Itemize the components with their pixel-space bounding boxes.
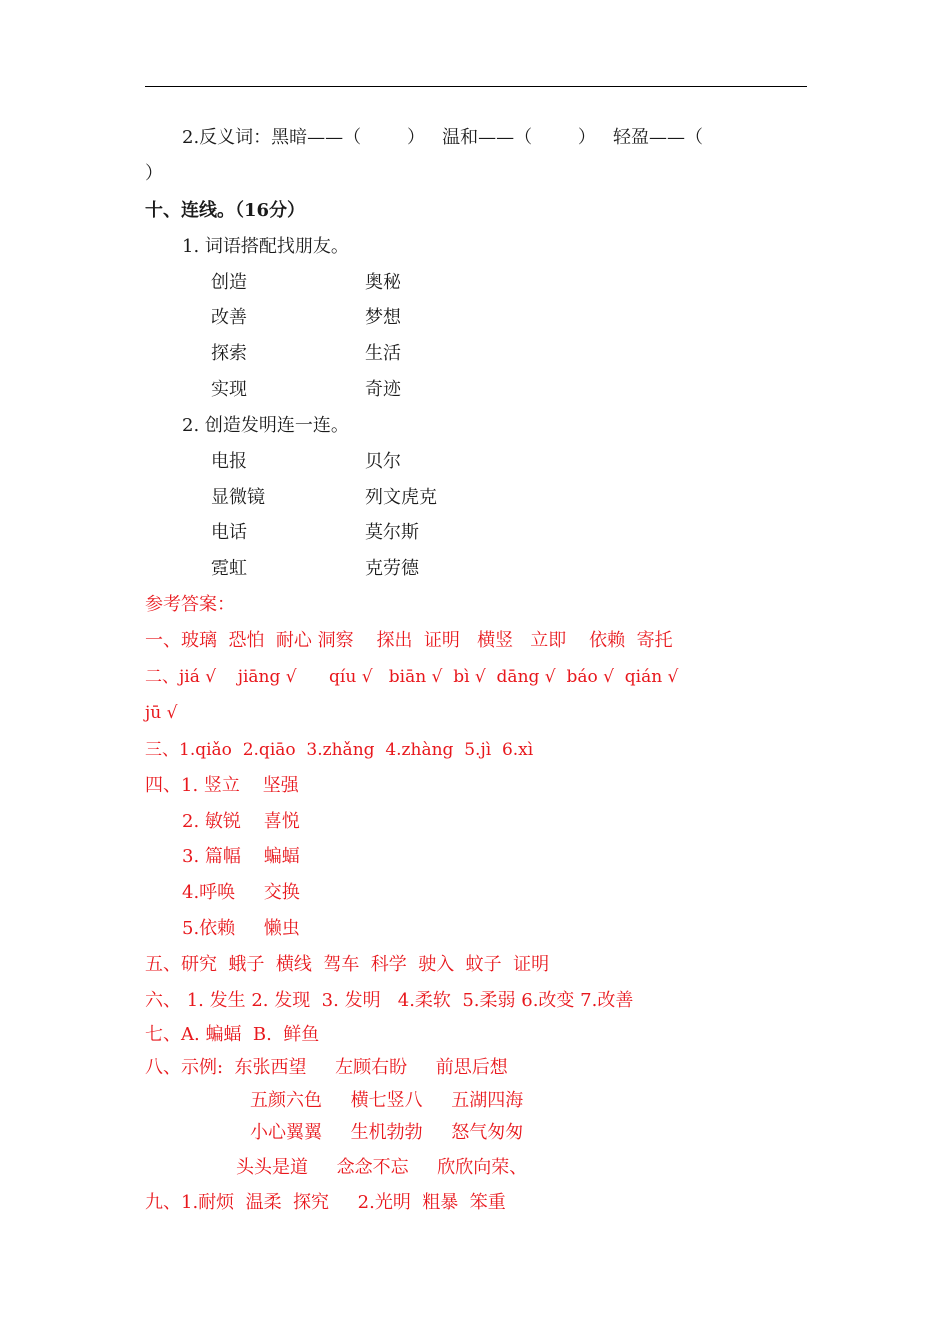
- pair-right: 生活: [365, 343, 401, 364]
- answer-line: 小心翼翼 生机勃勃 怒气匆匆: [250, 1122, 524, 1143]
- pair-left: 霓虹: [211, 558, 247, 579]
- answer-line: 一、玻璃 恐怕 耐心 洞察 探出 证明 横竖 立即 依赖 寄托: [145, 630, 673, 651]
- pair-left: 创造: [211, 272, 247, 293]
- answer-line: 九、1.耐烦 温柔 探究 2.光明 粗暴 笨重: [145, 1192, 506, 1213]
- pair-left: 改善: [211, 307, 247, 328]
- answer-line: 五颜六色 横七竖八 五湖四海: [250, 1090, 524, 1111]
- answer-line: 八、示例: 东张西望 左顾右盼 前思后想: [145, 1057, 508, 1078]
- pair-right: 奇迹: [365, 379, 401, 400]
- pair-right: 梦想: [365, 307, 401, 328]
- answer-line: 五、研究 蛾子 横线 驾车 科学 驶入 蚊子 证明: [145, 954, 550, 975]
- answer-line: 5.依赖 懒虫: [182, 918, 300, 939]
- answer-line: 四、1. 竖立 坚强: [145, 775, 299, 796]
- pair-left: 电话: [211, 522, 247, 543]
- pair-right: 贝尔: [365, 451, 401, 472]
- answer-line: 4.呼唤 交换: [182, 882, 300, 903]
- pair-right: 莫尔斯: [365, 522, 419, 543]
- pair-left: 电报: [211, 451, 247, 472]
- pair-right: 奥秘: [365, 272, 401, 293]
- header-rule: [145, 86, 807, 87]
- answer-line: 3. 篇幅 蝙蝠: [182, 846, 300, 867]
- pair-right: 列文虎克: [365, 487, 437, 508]
- answer-line: jū √: [145, 703, 178, 723]
- answer-line: 七、A. 蝙蝠 B. 鲜鱼: [145, 1024, 320, 1045]
- pair-right: 克劳德: [365, 558, 419, 579]
- part2-title: 2. 创造发明连一连。: [182, 415, 349, 436]
- pair-left: 探索: [211, 343, 247, 364]
- answers-heading: 参考答案：: [145, 594, 235, 615]
- antonyms-line-cont: ）: [145, 163, 163, 184]
- answer-line: 六、 1. 发生 2. 发现 3. 发明 4.柔软 5.柔弱 6.改变 7.改善: [145, 990, 634, 1011]
- answer-line: 三、1.qiǎo 2.qiāo 3.zhǎng 4.zhàng 5.jì 6.xì: [145, 740, 534, 760]
- part1-title: 1. 词语搭配找朋友。: [182, 236, 349, 257]
- section-heading: 十、连线。（16分）: [145, 200, 306, 221]
- answer-line: 头头是道 念念不忘 欣欣向荣、: [236, 1157, 528, 1178]
- pair-left: 实现: [211, 379, 247, 400]
- antonyms-line: 2.反义词：黑暗——（ ） 温和——（ ） 轻盈——（: [182, 127, 704, 148]
- pair-left: 显微镜: [211, 487, 265, 508]
- answer-line: 2. 敏锐 喜悦: [182, 811, 300, 832]
- answer-line: 二、jiá √ jiāng √ qíu √ biān √ bì √ dāng √ báo √ qián √: [145, 667, 679, 687]
